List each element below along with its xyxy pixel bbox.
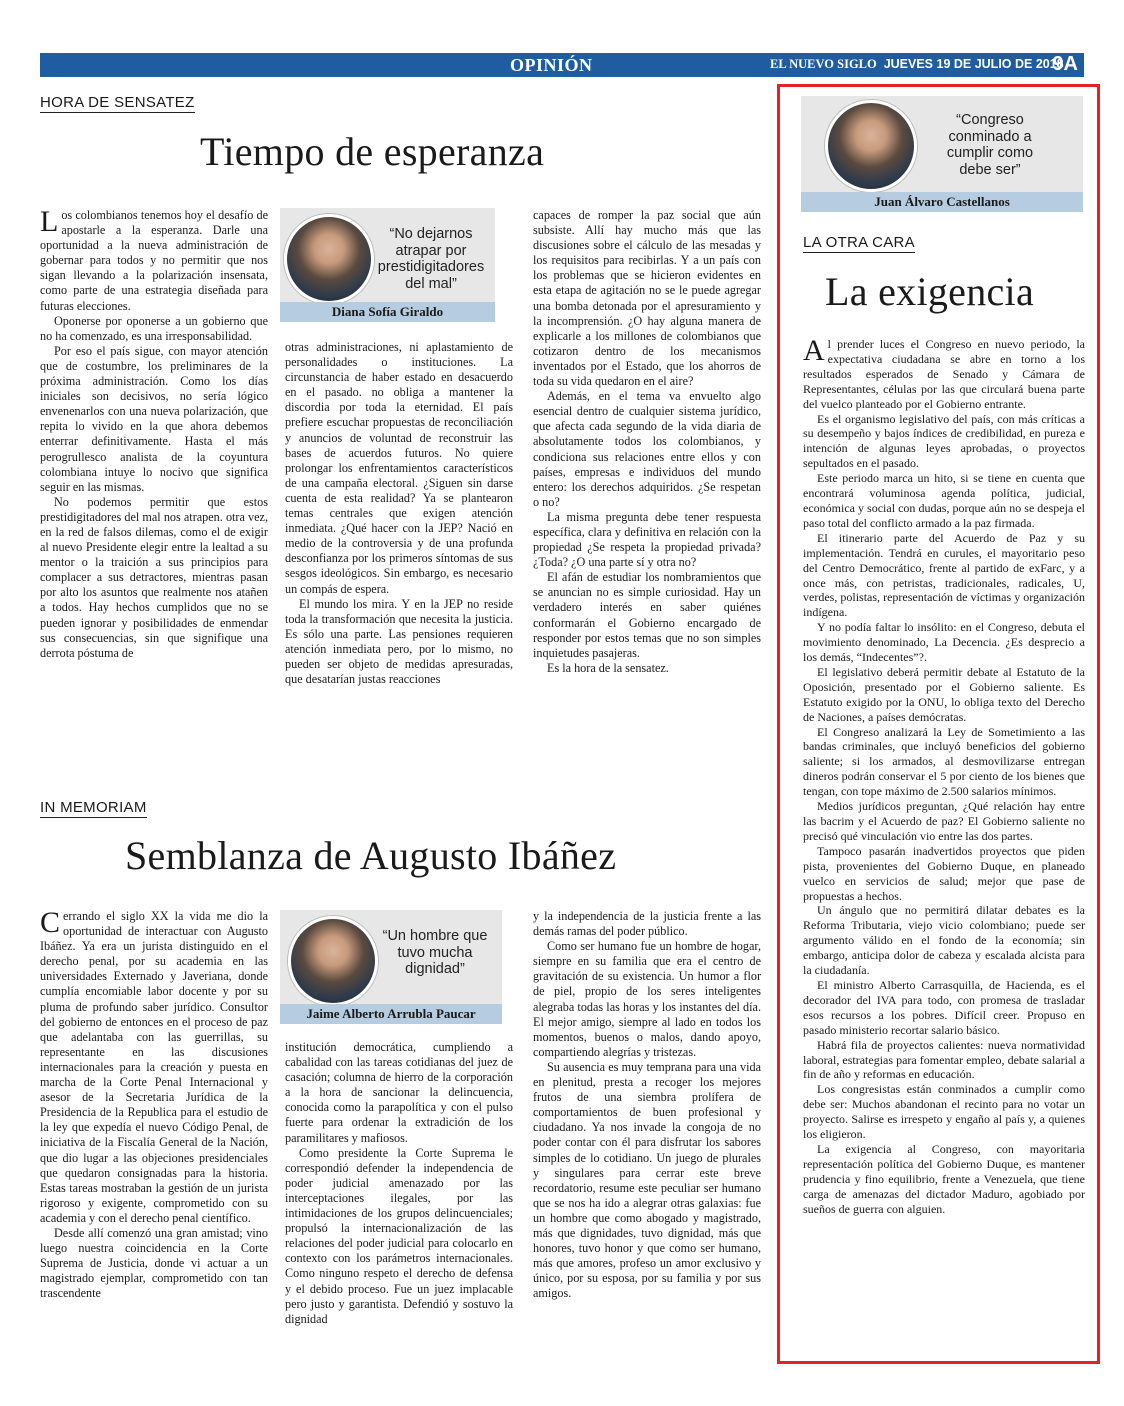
article2-column-3 [533,909,761,1395]
author-quote: “No dejarnos atrapar por prestidigitadores del mal” [377,226,485,292]
article3-title: La exigencia [825,269,1035,314]
paragraph: Este periodo marca un hito, si se tiene en cuenta que encontrará voluminosa agenda política, judicial, económica y social con dudas, porque aún no se despeja el paso total del conflicto armado a la paz firmada. [803,471,1085,530]
paragraph: El ministro Alberto Carrasquilla, de Hacienda, es el decorador del IVA para todo, con promesa de trasladar esos recursos a los pobres. Difícil creer. Propuso en pasado ministerio recortar salario básico. [803,977,1085,1037]
paragraph: El legislativo deberá permitir debate al Estatuto de la Oposición, presentado por el Gobierno saliente. Es Estatuto exigido por la ONU, lo obliga texto del Derecho de Naciones, a países demócratas. [803,664,1085,724]
article2-column-2 [285,1040,513,1395]
article1-column-3 [533,208,761,740]
author-name: Juan Álvaro Castellanos [801,192,1083,212]
paragraph: Desde allí comenzó una gran amistad; vino luego nuestra coincidencia en la Corte Suprema de Justicia, donde vi actuar a un magistrado ejemplar, comprometido con tan trascendente [40,1225,268,1301]
author-quote: “Congreso conminado a cumplir como debe ser” [946,112,1034,178]
paragraph: Un ángulo que no permitirá dilatar debates es la Reforma Tributaria, viejo vicio colombiano; puede ser argumento válido en el fondo de la economía; sin embargo, anticipa dolor de cabeza y escalada alcista para la ciudadanía. [803,903,1085,978]
paragraph: Y no podía faltar lo insólito: en el Congreso, debuta el movimiento denominado, La Decencia. ¿Es desprecio a los demás, “Indecentes”?. [803,620,1085,665]
article2-author-box [280,910,502,1024]
paragraph: Su ausencia es muy temprana para una vida en plenitud, presta a recoger los mejores frutos de una siembra prolífera de comportamientos de buen profesional y ciudadano. Ya nos invade la congoja de no poder contar con él para disfrutar los sabores simples de lo cotidiano. Un juego de plurales y singulares para cerrar este breve recordatorio, resume este peculiar ser humano que se nos ha ido a alegrar otras galaxias: fue un hombre que como abogado y magistrado, más que dignidades, tuvo dignidad, más que honores, tuvo honor y que como ser humano, más que amores, profeso un amor exclusivo y único, por su esposa, por su familia y por sus amigos. [533,1059,761,1301]
page-number: 9A [1052,53,1078,75]
article1-title: Tiempo de esperanza [200,129,545,174]
paragraph: Los congresistas están conminados a cumplir como debe ser: Muchos abandonan el recinto para no votar un proyecto. Salirse es irrespeto y engaño al país y, a quienes los eligieron. [803,1082,1085,1142]
paragraph: El afán de estudiar los nombramientos que se anuncian no es simple curiosidad. Hay un verdadero interés en saber quiénes conformarán el Gobierno encargado de responder por estos temas que no son simples inquietudes pasajeras. [533,570,761,660]
article1-author-box [280,208,495,322]
paragraph: Tampoco pasarán inadvertidos proyectos que piden pista, provenientes del Gobierno Duque, en planeado vuelco en servicios de salud; mejor que pase de propuestas a hechos. [803,843,1085,903]
paragraph: El itinerario parte del Acuerdo de Paz y su implementación. Tendrá en curules, el mayoritario peso del Centro Democrático, frente al partido de exFarc, y a once más, con petristas, tradicionales, radicales, U, verdes, polistas, representación de víctimas y organización indígena. [803,530,1085,620]
author-photo [284,214,374,304]
article1-column-2 [285,340,513,740]
section-title: OPINIÓN [510,55,593,75]
author-name: Jaime Alberto Arrubla Paucar [280,1004,502,1024]
article1-column-1 [40,208,268,740]
paragraph: Como presidente la Corte Suprema le correspondió defender la independencia de poder judicial amenazado por las interceptaciones ilegales, por las intimidaciones de los grupos delincuenciales; propulsó la internacionalización de las relaciones del poder judicial para colocarlo en contexto con los parámetros internacionales. Como ninguno respeto el derecho de defensa y el debido proceso. Fue un juez implacable pero justo y garantista. Defendió y sostuvo la dignidad [285,1145,513,1326]
paragraph: El Congreso analizará la Ley de Sometimiento a las bandas criminales, que incluyó beneficios del gobierno saliente; si los armados, al desmovilizarse entregan dineros podrán conservar el 5 por ciento de los bienes que tengan, con tope máximo de 2.500 salarios mínimos. [803,724,1085,799]
publication-date: JUEVES 19 DE JULIO DE 2018 [883,57,1064,71]
paragraph: Es el organismo legislativo del país, con más críticas a su desempeño y bajos índices de credibilidad, en pureza e intención de algunas leyes aprobadas, o proyectos sepultados en el pasado. [803,411,1085,471]
paragraph: Los colombianos tenemos hoy el desafío de apostarle a la esperanza. Darle una oportunidad a la nueva administración de gobernar para todos y no permitir que nos sigan llevando a la polarización insensata, como parte de una estrategia diseñada para futuras elecciones. [40,208,268,313]
paragraph: El mundo los mira. Y en la JEP no reside toda la transformación que necesita la justicia. Es sólo una parte. Las pensiones requieren atención inmediata pero, por lo mismo, no pueden ser objeto de medidas apresuradas, que desatarían justas reacciones [285,596,513,687]
article1-kicker: HORA DE SENSATEZ [40,94,195,111]
article3-kicker: LA OTRA CARA [803,234,915,251]
author-photo [825,100,917,192]
author-quote: “Un hombre que tuvo mucha dignidad” [382,928,488,977]
article3-body [803,337,1085,1355]
paragraph: otras administraciones, ni aplastamiento de personalidades o instituciones. La circunstancia de haber estado en desacuerdo en el pasado. no obliga a mantener la discordia por toda la eternidad. El país prefiere escuchar propuestas de reconciliación y anuncios de voluntad de reconstruir las bases de acuerdos futuros. No quiere prolongar los enfrentamientos característicos de una campaña electoral. ¿Siguen sin darse cuenta de esta realidad? Ya se plantearon temas centrales que exigen atención inmediata. ¿Qué hacer con la JEP? Nació en medio de la controversia y de una profunda desconfianza por los primeros síntomas de sus sesgos ideológicos. Sin embargo, es necesario un compás de espera. [285,340,513,596]
paragraph: Al prender luces el Congreso en nuevo periodo, la expectativa ciudadana se abre en torno a los resultados esperados de Senado y Cámara de Representantes, células por las que circulará buena parte del vuelco planteado por el Gobierno entrante. [803,337,1085,411]
paragraph: La exigencia al Congreso, con mayoritaria representación política del Gobierno Duque, es mantener prudencia y fino equilibrio, frente a Venezuela, que tiene carga de amenazas del dictador Maduro, agobiado por sueños de guerra con alguien. [803,1141,1085,1216]
paragraph: La misma pregunta debe tener respuesta específica, clara y definitiva en relación con la propiedad ¿Se respeta la propiedad privada? ¿Toda? ¿O una parte sí y otra no? [533,509,761,570]
article3-author-box [801,96,1083,212]
article2-title: Semblanza de Augusto Ibáñez [125,833,617,878]
paragraph: y la independencia de la justicia frente a las demás ramas del poder público. [533,909,761,939]
article2-column-1 [40,909,268,1395]
paragraph: capaces de romper la paz social que aún subsiste. Allí hay mucho más que las discusiones sobre el cálculo de las mesadas y los requisitos para recibirlas. Y a un país con los problemas que se hicieron evidentes en esta etapa de agitación no se le puede agregar una bomba detonada por el apresuramiento y la incomprensión. ¿O hay alguna manera de explicarle a los millones de colombianos que cotizaron dentro de los mecanismos inventados por el Estado, que los ahorros de toda su vida quedaron en el aire? [533,208,761,389]
paragraph: Además, en el tema va envuelto algo esencial dentro de cualquier sistema jurídico, que afecta cada segundo de la vida diaria de absolutamente todos los colombianos, y condiciona sus relaciones entre ellos y con países, empresas e individuos del mundo entero: los derechos adquiridos. ¿Se respetan o no? [533,389,761,509]
paragraph: institución democrática, cumpliendo a cabalidad con las tareas cotidianas del juez de casación; columna de hierro de la corporación a la hora de sancionar la delincuencia, conocida como la parapolítica y con el pulso fuerte para ordenar la extradición de los paramilitares y mafiosos. [285,1040,513,1145]
newspaper-name: EL NUEVO SIGLO [770,57,877,71]
publication-info [770,57,1064,72]
author-name: Diana Sofía Giraldo [280,302,495,322]
paragraph: Por eso el país sigue, con mayor atención que de costumbre, los preliminares de la próxima administración. Como los días iniciales son decisivos, no sería lógico envenenarlos con una nueva polarización, que repita lo vivido en la que ahora debemos enterrar definitivamente. Hasta el más perogrullesco analista de la coyuntura colombiana intuye lo nocivo que significa seguir en las mismas. [40,343,268,494]
paragraph: Es la hora de la sensatez. [547,660,669,675]
author-photo [288,916,378,1006]
paragraph: Habrá fila de proyectos calientes: nueva normatividad laboral, estrategias para fomentar empleo, debate salarial a fin de año y reformas en educación. [803,1037,1085,1082]
article2-kicker: IN MEMORIAM [40,799,147,816]
paragraph: Cerrando el siglo XX la vida me dio la oportunidad de interactuar con Augusto Ibáñez. Ya era un jurista distinguido en el derecho penal, por su academia en las universidades Externado y Javeriana, donde cumplía encomiable labor docente y por su pluma de profundo saber jurídico. Consultor del gobierno de entonces en el proceso de paz que adelantaba con las guerrillas, su representante en las discusiones internacionales para la creación y puesta en marcha de la Corte Penal Internacional y asesor de la Secretaria Jurídica de la Presidencia de la Republica para el estudio de la ley que expedía el nuevo Código Penal, de iniciativa de la Fiscalía General de la Nación, que dio lugar a las objeciones presidenciales que quedaron consignadas para la historia. Estas tareas mostraban la gestión de un jurista rigoroso y exigente, comprometido con su academia y con el derecho penal científico. [40,909,268,1225]
paragraph: No podemos permitir que estos prestidigitadores del mal nos atrapen. otra vez, en la red de falsos dilemas, como el de exigir al nuevo Presidente elegir entre la lealtad a su mentor o la traición a sus principios para complacer a sus detractores, mientras pasan por alto los asuntos que realmente nos atañen a todos. Hay hechos cumplidos que no se pueden ignorar y posibilidades de enmendar sus consecuencias, sin que signifique una derrota póstuma de [40,494,268,660]
paragraph: Oponerse por oponerse a un gobierno que no ha comenzado, es una irresponsabilidad. [40,313,268,343]
paragraph: Como ser humano fue un hombre de hogar, siempre en su familia que era el centro de gravitación de su existencia. Un humor a flor de piel, propio de los seres inteligentes alegraba todas las horas y los instantes del día. El mejor amigo, siempre al lado en todos los momentos, buenos o malos, dando apoyo, compartiendo alegrías y tristezas. [533,939,761,1059]
section-header-bar [40,53,1084,77]
paragraph: Medios jurídicos preguntan, ¿Qué relación hay entre las bacrim y el Acuerdo de paz? El Gobierno saliente no precisó qué vinculación vio entre las dos partes. [803,799,1085,843]
